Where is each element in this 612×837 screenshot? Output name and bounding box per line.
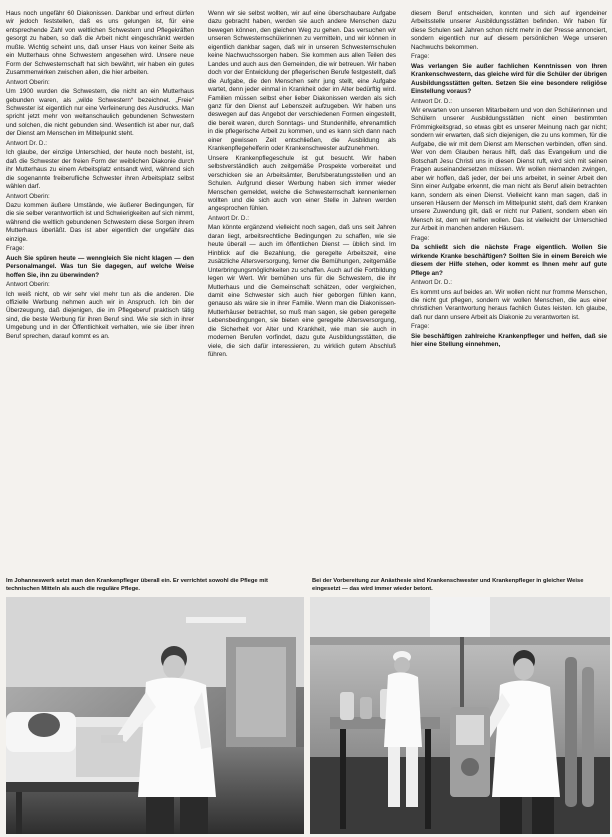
paragraph: diesem Beruf entscheiden, konnten und sich auf irgendeiner Arbeitsstelle unserer Ausbildungsstätten befinden. Wir haben für diese Schulen seit Jahren schon nicht mehr in der Presse annonciert, sondern eigentlich nur auf diesem persönlichen Wege unseren Nachwuchs bekommen.: [411, 10, 607, 51]
photo-caption-right: Bei der Vorbereitung zur Anästhesie sind Krankenschwester und Krankenpfleger in gleicher Weise eingesetzt — das wird immer wieder betont.: [312, 578, 584, 592]
paragraph: Um 1900 wurden die Schwestern, die nicht an ein Mutterhaus gebunden waren, als „wilde Schwestern“ bezeichnet. „Freie“ Schwester ist eigentlich nur eine Verfeinerung des Ausdrucks. Man spricht jetzt mehr von weltanschaulich gebundenen Schwestern und solchen, die nicht gebunden sind. Wesentlich ist aber nur, daß der Dienst am Menschen im Mittelpunkt steht.: [6, 88, 194, 138]
interview-question: Auch Sie spüren heute — wenngleich Sie nicht klagen — den Personalmangel. Was tun Sie dagegen, auf welche Weise hoffen Sie, ihn zu überwinden?: [6, 254, 194, 279]
paragraph: Unsere Krankenpflegeschule ist gut besucht. Wir haben selbstverständlich auch zeitgemäße Prospekte vorbereitet und verschicken sie an Arbeitsämter, Berufsberatungsstellen und an Schulen. Aufgrund dieser Werbung haben sich immer wieder Menschen gemeldet, welche die Schwesternschaft kennenlernen wollten und die sich auch von einer Stelle in Jahren werden angesprochen fühlen.: [208, 154, 396, 213]
speaker-label: Antwort Dr. D.:: [411, 279, 452, 287]
speaker-label: Antwort Oberin:: [6, 192, 50, 200]
paragraph: Wir erwarten von unseren Mitarbeitern und von den Schülerinnen und Schülern unserer Ausbildungsstätten nicht einen bestimmten Frömmigkeitsgrad, so etwas gibt es unserer Meinung nach gar nicht; sondern wir erwarten, daß sich diejenigen, die zu uns kommen, für die Aufgabe, die wir mit dem Dienst am Menschen verbinden, offen sind. Wer von dem Glauben heraus hilft, daß das Evangelium und die Botschaft Jesu Christi uns in diesen Dienst ruft, wird sich mit seinen Fragen auseinandersetzen müssen. Wir wollen niemanden zwingen, aber wir hoffen, daß jeder, der bei uns arbeitet, in seiner Arbeit den Sinn einer Aufgabe erkennt, die man nicht als Beruf allein betrachten kann, sondern als einen Dienst. Vielleicht kann man sagen, daß in unseren Häusern der Mensch im Mittelpunkt steht, daß dem Kranken unsere Zuwendung gilt, daß er nicht nur Patient, sondern eben ein Mensch ist, dem wir helfen wollen. Das ist vielleicht der Unterschied zur Arbeit in manchen anderen Häusern.: [411, 106, 607, 233]
paragraph: Es kommt uns auf beides an. Wir wollen nicht nur fromme Menschen, die nicht gut pflegen, sondern wir wollen Menschen, die aus einer christlichen Verantwortung heraus fachlich Gutes leisten. Ich glaube, daß nur dann unsere Arbeit als Diakonie zu verantworten ist.: [411, 288, 607, 321]
speaker-label: Antwort Dr. D.:: [411, 97, 452, 105]
photo-anesthesia-preparation: [310, 597, 610, 834]
photo-caption-left: Im Johanneswerk setzt man den Krankenpfleger überall ein. Er verrichtet sowohl die Pflege mit technischen Mitteln als auch die reguläre Pflege.: [6, 578, 268, 592]
speaker-label: Frage:: [411, 234, 430, 242]
interview-question: Sie beschäftigen zahlreiche Krankenpfleger und helfen, daß sie hier eine Stellung einnehmen,: [411, 332, 607, 349]
text-column-middle: [208, 10, 396, 570]
speaker-label: Frage:: [411, 323, 430, 331]
paragraph: Dazu kommen äußere Umstände, wie äußerer Bedingungen, für die sie selber verantwortlich ist und Schwierigkeiten auf sich nimmt, während die weltlich gebundenen Schwestern diese Sorgen ihrem Mutterhaus überläßt. Das ist aber eigentlich der ungefähr das einzige.: [6, 201, 194, 243]
paragraph: Ich weiß nicht, ob wir sehr viel mehr tun als die anderen. Die offizielle Werbung nehmen auch wir in Anspruch. Ich bin der Überzeugung, daß diejenigen, die im Pflegeberuf praktisch tätig sind, die beste Werbung für ihren Beruf sind. Wie sie sich in ihrer Umgebung und in der Öffentlichkeit verhalten, wie sie über ihren Beruf sprechen, darauf kommt es an.: [6, 290, 194, 340]
interview-question: Da schließt sich die nächste Frage eigentlich. Wollen Sie wirkende Kranke beschäftigen? Sollten Sie in einem Bereich wie diesem der Hilfe stehen, oder kommt es Ihnen mehr auf gute Pflege an?: [411, 244, 607, 277]
speaker-label: Antwort Dr. D.:: [208, 214, 249, 222]
speaker-label: Antwort Oberin:: [6, 78, 50, 86]
text-column-right: [411, 10, 607, 570]
text-column-left: [6, 10, 194, 570]
photo-male-nurse-at-bedside: [6, 597, 304, 834]
speaker-label: Frage:: [6, 245, 25, 253]
paragraph: Haus noch ungefähr 60 Diakonissen. Dankbar und erfreut dürfen wir jedoch feststellen, daß es uns gelungen ist, für eine entsprechende Zahl von weltlichen Schwestern und Pflegekräften gesorgt zu haben, so daß die Arbeit nicht eingeschränkt werden mußte. Wichtig scheint uns, daß unser Haus von keiner Seite als ein Mutterhaus ohne Schwestern angesehen wird. Unsere neue Form der Schwesternschaft hat sich bewährt, wir haben ein gutes Zusammenwirken zwischen allen, die hier arbeiten.: [6, 10, 194, 77]
paragraph: Wenn wir sie selbst wollten, wir auf eine überschaubare Aufgabe dazu gebracht haben, werden sie auch andere Menschen dazu bewegen können, den gleichen Weg zu gehen. Das versuchen wir unseren Schwesternschülerinnen zu vermitteln, und wir können in eigentlich dankbar sagen, daß wir in unseren Schwesternschulen keine Nachwuchssorgen haben. Sie kommen aus allen Teilen des Landes und auch aus den Gemeinden, die wir betreuen. Wir haben doch vor der Entwicklung der pflegerischen Berufe festgestellt, daß die Aufgabe, die den Menschen sehr jung stellt, eine Aufgabe wartet, denn jeder einmal in Krankheit oder im Alter bedürftig wird. Familien müssen selbst eher lieber Diakonissen werden als sich ganz für den Dienst auf Lebenszeit aufzugeben. Wir haben uns deswegen auf das Angebot der verschiedenen Formen eingestellt, die bereit waren, durch Sonntags- und Stundenhilfe, ehrenamtlich in die pflegerische Arbeit zu kommen, und es kann sich dann nach einer gewissen Zeit entschließen, die Ausbildung als Krankenpflegehelferin oder Krankenschwester aufzunehmen.: [208, 10, 396, 153]
paragraph: Ich glaube, der einzige Unterschied, der heute noch besteht, ist, daß die Schwester der freien Form der weiblichen Diakonie durch ihr Mutterhaus zu einem Arbeitsplatz entsandt wird, während sich die sogenannte freiberufliche Schwester ihren Arbeitsplatz selbst wählen darf.: [6, 149, 194, 191]
speaker-label: Antwort Oberin:: [6, 281, 50, 289]
speaker-label: Frage:: [411, 53, 430, 61]
interview-question: Was verlangen Sie außer fachlichen Kenntnissen von Ihren Krankenschwestern, das gleiche wird für die Schüler der übrigen Ausbildungsstätten gelten. Setzen Sie eine besondere religiöse Einstellung voraus?: [411, 62, 607, 96]
paragraph: Man könnte ergänzend vielleicht noch sagen, daß uns seit Jahren daran liegt, arbeitsrechtliche Bedingungen zu schaffen, wie sie heute überall — auch im öffentlichen Dienst — üblich sind. Im Hinblick auf die Bezahlung, die geregelte Arbeitszeit, eine zusätzliche Altersversorgung, ferner die Bemühungen, zeitgemäße Unterbringungsmöglichkeiten zu schaffen. Auch auf die Fortbildung legen wir Wert. Wir bemühen uns für die Schwestern, die ihr Mutterhaus und die Gemeinschaft schätzen, oder vergleichen, damit eine Schwester sich auch hier geborgen fühlen kann, genauso als wäre sie in ihrer Familie. Wenn man die Diakonissen-Mutterhäuser betrachtet, so muß man sagen, sie geben geregelte Lebensbedingungen, sie bieten eine geregelte Altersversorgung, die Sicherheit vor Alter und Krankheit, wie man sie auch in modernen Berufen vorfindet, dazu gute Ausbildungsstätten, die viele, die sich dafür interessieren, zu wirklich gutem Abschluß führen.: [208, 224, 396, 359]
speaker-label: Antwort Dr. D.:: [6, 139, 47, 147]
